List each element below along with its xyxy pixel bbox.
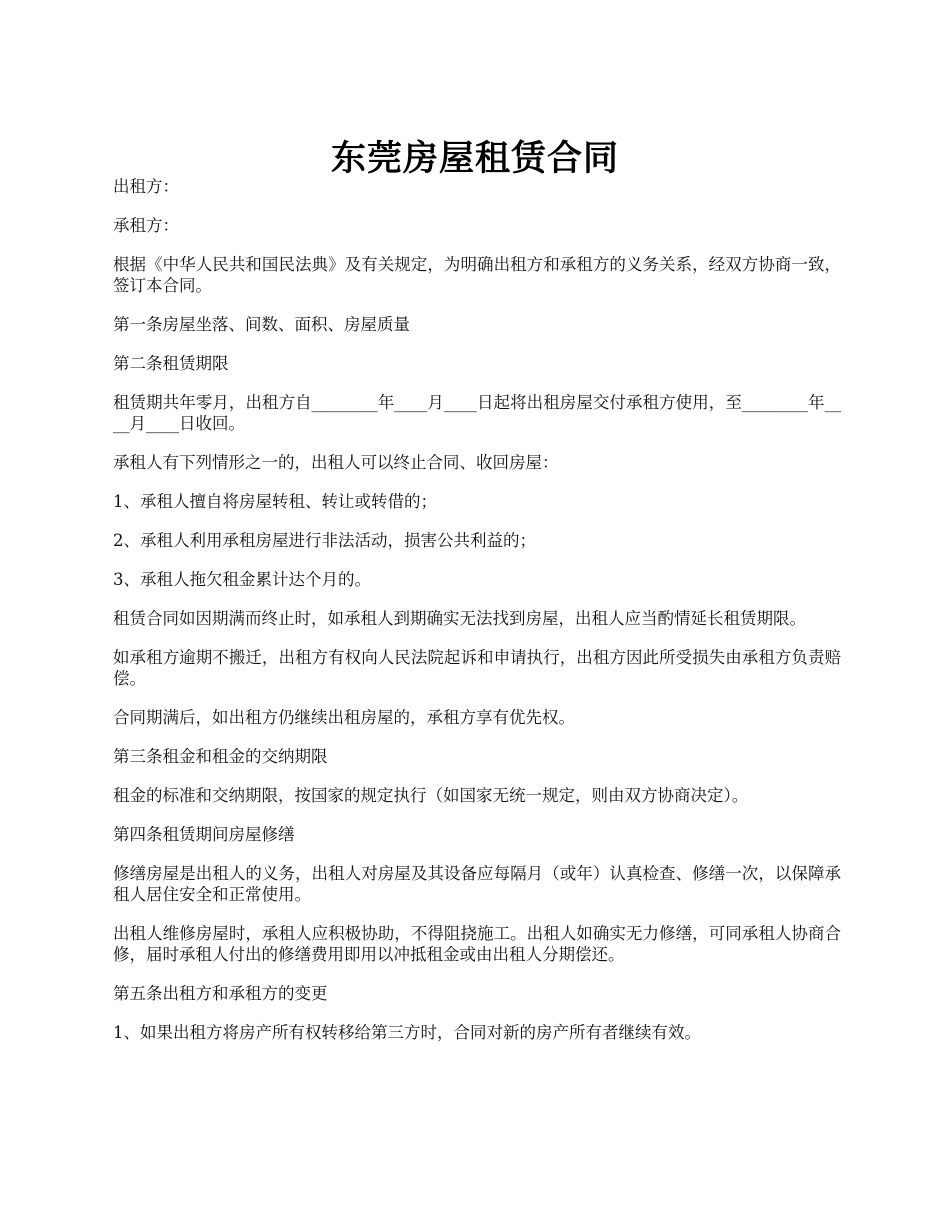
repair-duty-paragraph: 修缮房屋是出租人的义务，出租人对房屋及其设备应每隔月（或年）认真检查、修缮一次，以保障承租人居住安全和正常使用。 — [113, 864, 841, 904]
lessor-line: 出租方： — [113, 177, 179, 196]
termination-intro-paragraph: 承租人有下列情形之一的，出租人可以终止合同、收回房屋： — [113, 453, 559, 472]
change-item-1: 1、如果出租方将房产所有权转移给第三方时，合同对新的房产所有者继续有效。 — [113, 1023, 701, 1042]
document-body — [113, 176, 841, 1061]
repair-cooperation-paragraph: 出租人维修房屋时，承租人应积极协助，不得阻挠施工。出租人如确实无力修缮，可同承租人协商合修，届时承租人付出的修缮费用即用以冲抵租金或由出租人分期偿还。 — [113, 924, 841, 964]
lease-term-paragraph: 租赁期共年零月，出租方自________年____月____日起将出租房屋交付承租方使用，至________年____月____日收回。 — [113, 393, 841, 433]
overdue-removal-paragraph: 如承租方逾期不搬迁，出租方有权向人民法院起诉和申请执行，出租方因此所受损失由承租方负责赔偿。 — [113, 648, 841, 688]
expiry-extension-paragraph: 租赁合同如因期满而终止时，如承租人到期确实无法找到房屋，出租人应当酌情延长租赁期限。 — [113, 609, 806, 628]
termination-item-3: 3、承租人拖欠租金累计达个月的。 — [113, 570, 371, 589]
termination-item-1: 1、承租人擅自将房屋转租、转让或转借的； — [113, 492, 437, 511]
article-5-heading: 第五条出租方和承租方的变更 — [113, 984, 328, 1003]
priority-right-paragraph: 合同期满后，如出租方仍继续出租房屋的，承租方享有优先权。 — [113, 708, 575, 727]
lessee-line: 承租方： — [113, 216, 179, 235]
document-title: 东莞房屋租赁合同 — [330, 138, 619, 180]
article-4-heading: 第四条租赁期间房屋修缮 — [113, 825, 295, 844]
article-3-heading: 第三条租金和租金的交纳期限 — [113, 747, 328, 766]
preamble-paragraph: 根据《中华人民共和国民法典》及有关规定，为明确出租方和承租方的义务关系，经双方协商一致，签订本合同。 — [113, 255, 841, 295]
article-1-heading: 第一条房屋坐落、间数、面积、房屋质量 — [113, 315, 410, 334]
rent-standard-paragraph: 租金的标准和交纳期限，按国家的规定执行（如国家无统一规定，则由双方协商决定）。 — [113, 786, 749, 805]
termination-item-2: 2、承租人利用承租房屋进行非法活动，损害公共利益的； — [113, 531, 536, 550]
article-2-heading: 第二条租赁期限 — [113, 354, 229, 373]
